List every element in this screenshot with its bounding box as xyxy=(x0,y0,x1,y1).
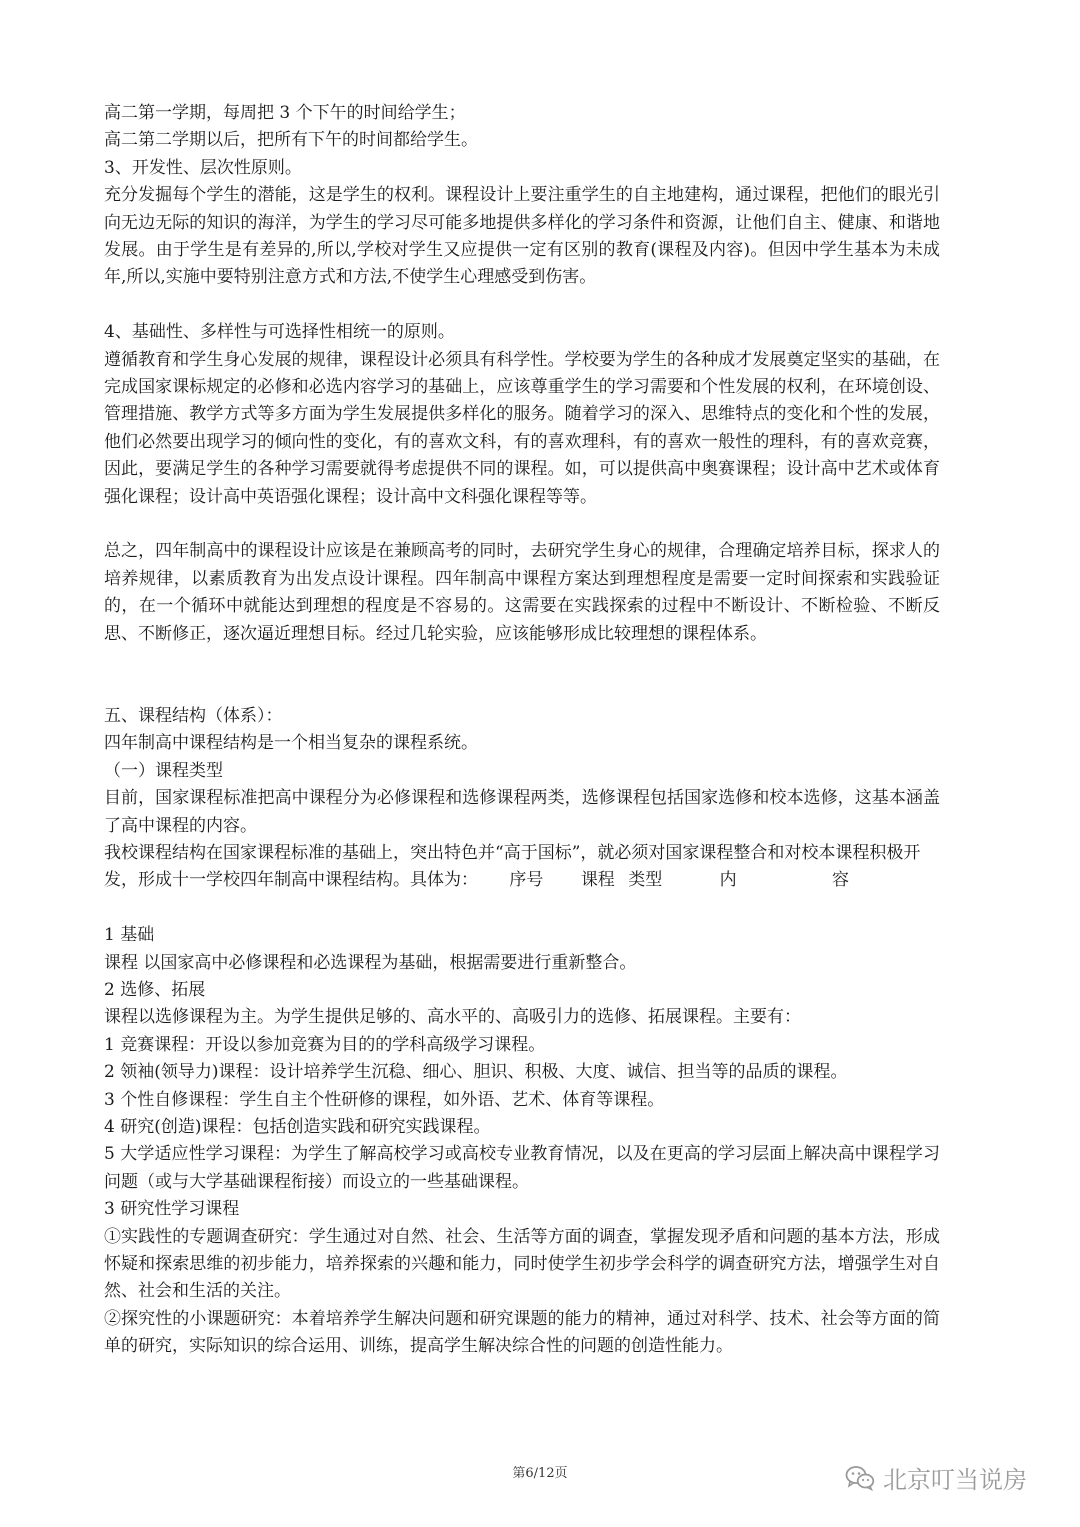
paragraph: 目前，国家课程标准把高中课程分为必修课程和选修课程两类，选修课程包括国家选修和校本选修，这基本涵盖了高中课程的内容。 xyxy=(104,788,940,836)
table-header-content-1: 内 xyxy=(719,870,737,891)
paragraph: 充分发掘每个学生的潜能，这是学生的权利。课程设计上要注重学生的自主地建构，通过课程，把他们的眼光引向无边无际的知识的海洋，为学生的学习尽可能多地提供多样化的学习条件和资源，让他们自主、健康、和谐地发展。由于学生是有差异的,所以,学校对学生又应提供一定有区别的教育(课程及内容)。但因中学生基本为未成年,所以,实施中要特别注意方式和方法,不使学生心理感受到伤害。 xyxy=(104,185,940,288)
document-body xyxy=(104,100,940,1361)
spacer xyxy=(104,511,940,538)
list-item: ②探究性的小课题研究：本着培养学生解决问题和研究课题的能力的精神，通过对科学、技术、社会等方面的简单的研究，实际知识的综合运用、训练，提高学生解决综合性的问题的创造性能力。 xyxy=(104,1308,940,1357)
list-item: 1 竞赛课程：开设以参加竞赛为目的的学科高级学习课程。 xyxy=(104,1034,546,1055)
spacer xyxy=(104,895,940,922)
row-heading: 3 研究性学习课程 xyxy=(104,1199,240,1220)
row-text: 课程 以国家高中必修课程和必选课程为基础，根据需要进行重新整合。 xyxy=(104,952,637,973)
text-line: 高二第二学期以后，把所有下午的时间都给学生。 xyxy=(104,130,478,151)
wechat-icon xyxy=(845,1465,875,1491)
row-heading: 2 选修、拓展 xyxy=(104,979,206,1000)
sub-heading: （一）课程类型 xyxy=(104,760,223,781)
row-text: 课程以选修课程为主。为学生提供足够的、高水平的、高吸引力的选修、拓展课程。主要有： xyxy=(104,1007,801,1028)
table-header-type: 类型 xyxy=(628,870,663,891)
row-heading: 1 基础 xyxy=(104,925,155,946)
spacer xyxy=(104,648,940,703)
paragraph: 遵循教育和学生身心发展的规律，课程设计必须具有科学性。学校要为学生的各种成才发展奠定坚实的基础，在完成国家课标规定的必修和必选内容学习的基础上，应该尊重学生的学习需要和个性发展的权利，在环境创设、管理措施、教学方式等多方面为学生发展提供多样化的服务。随着学习的深入、思维特点的变化和个性的发展，他们必然要出现学习的倾向性的变化，有的喜欢文科，有的喜欢理科，有的喜欢一般性的理科，有的喜欢竞赛，因此，要满足学生的各种学习需要就得考虑提供不同的课程。如，可以提供高中奥赛课程；设计高中艺术或体育强化课程；设计高中英语强化课程；设计高中文科强化课程等等。 xyxy=(104,349,940,507)
section-heading: 3、开发性、层次性原则。 xyxy=(104,157,302,178)
watermark xyxy=(845,1460,1027,1495)
spacer xyxy=(104,292,940,319)
list-item: 4 研究(创造)课程：包括创造实践和研究实践课程。 xyxy=(104,1116,491,1137)
paragraph: 我校课程结构在国家课程标准的基础上，突出特色并“高于国标”，就必须对国家课程整合和对校本课程积极开发，形成十一学校四年制高中课程结构。具体为： xyxy=(104,842,921,891)
section-heading: 4、基础性、多样性与可选择性相统一的原则。 xyxy=(104,322,455,343)
table-header-course: 课程 xyxy=(580,870,615,891)
paragraph-with-table-head xyxy=(104,840,940,895)
paragraph: 四年制高中课程结构是一个相当复杂的课程系统。 xyxy=(104,733,478,754)
text-line: 高二第一学期，每周把 3 个下午的时间给学生； xyxy=(104,103,466,123)
page-number: 第6/12页 xyxy=(512,1466,568,1481)
list-item: 2 领袖(领导力)课程：设计培养学生沉稳、细心、胆识、积极、大度、诚信、担当等的品质的课程。 xyxy=(104,1062,848,1083)
list-item: ①实践性的专题调查研究：学生通过对自然、社会、生活等方面的调查，掌握发现矛盾和问题的基本方法，形成怀疑和探索思维的初步能力，培养探索的兴趣和能力，同时使学生初步学会科学的调查研究方法，增强学生对自然、社会和生活的关注。 xyxy=(104,1226,940,1302)
watermark-text: 北京叮当说房 xyxy=(883,1466,1027,1494)
table-header-content-2: 容 xyxy=(832,870,850,891)
list-item: 3 个性自修课程：学生自主个性研修的课程，如外语、艺术、体育等课程。 xyxy=(104,1089,665,1110)
paragraph: 总之，四年制高中的课程设计应该是在兼顾高考的同时，去研究学生身心的规律，合理确定培养目标，探求人的培养规律，以素质教育为出发点设计课程。四年制高中课程方案达到理想程度是需要一定时间探索和实践验证的，在一个循环中就能达到理想的程度是不容易的。这需要在实践探索的过程中不断设计、不断检验、不断反思、不断修正，逐次逼近理想目标。经过几轮实验，应该能够形成比较理想的课程体系。 xyxy=(104,541,940,644)
section-heading: 五、课程结构（体系）： xyxy=(104,705,283,726)
list-item: 5 大学适应性学习课程：为学生了解高校学习或高校专业教育情况，以及在更高的学习层面上解决高中课程学习问题（或与大学基础课程衔接）而设立的一些基础课程。 xyxy=(104,1144,940,1192)
table-header-no: 序号 xyxy=(509,870,544,891)
